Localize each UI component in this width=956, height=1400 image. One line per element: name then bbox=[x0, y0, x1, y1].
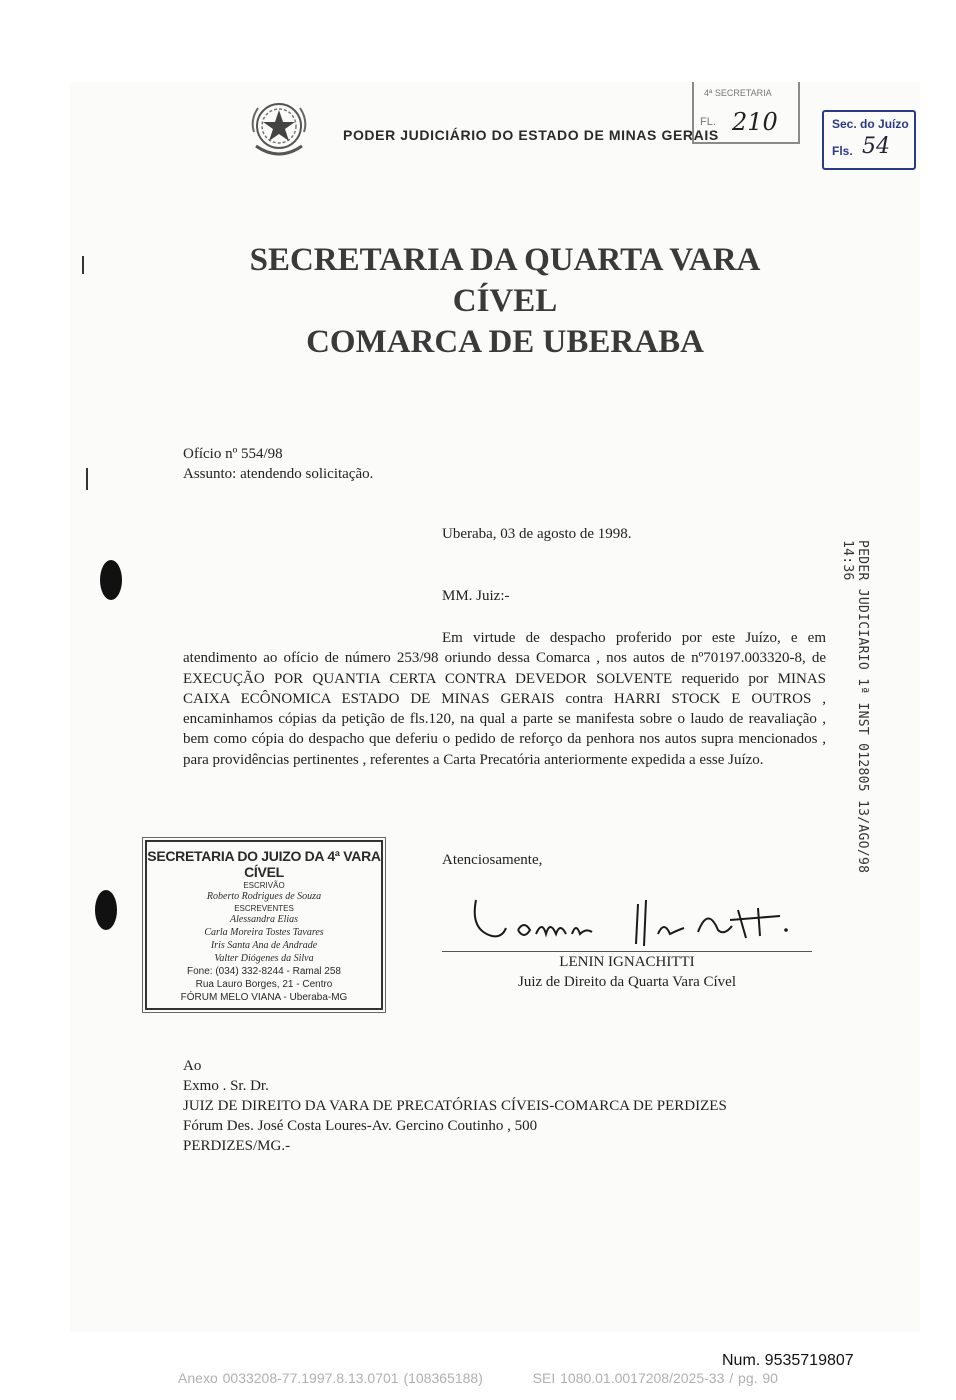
stamp-label: 4ª SECRETARIA bbox=[704, 88, 772, 98]
office-forum: FÓRUM MELO VIANA - Uberaba-MG bbox=[180, 992, 348, 1003]
stamp-label: Sec. do Juízo bbox=[832, 117, 909, 131]
address-line: PERDIZES/MG.- bbox=[183, 1138, 291, 1154]
address-line: Ao bbox=[183, 1058, 202, 1074]
address-line: JUIZ DE DIREITO DA VARA DE PRECATÓRIAS CÍVEIS-COMARCA DE PERDIZES bbox=[183, 1098, 727, 1114]
institution-header: PODER JUDICIÁRIO DO ESTADO DE MINAS GERAIS bbox=[343, 127, 719, 143]
closing: Atenciosamente, bbox=[442, 852, 543, 868]
oficio-subject: Assunto: atendendo solicitação. bbox=[183, 466, 374, 482]
office-street: Rua Lauro Borges, 21 - Centro bbox=[195, 979, 333, 990]
coat-of-arms-icon bbox=[246, 96, 312, 162]
sei-reference: SEI 1080.01.0017208/2025-33 / pg. 90 bbox=[532, 1370, 778, 1386]
handwritten-page-number: 54 bbox=[862, 134, 890, 159]
address-line: Exmo . Sr. Dr. bbox=[183, 1078, 269, 1094]
escrevente-name: Alessandra Elias bbox=[229, 914, 299, 925]
title-line: SECRETARIA DA QUARTA VARA bbox=[249, 242, 761, 278]
salutation: MM. Juiz:- bbox=[442, 588, 510, 604]
margin-mark bbox=[82, 256, 84, 274]
handwritten-page-number: 210 bbox=[732, 108, 778, 136]
escreventes-label: ESCREVENTES bbox=[234, 904, 294, 913]
office-stamp-heading: SECRETARIA DO JUIZO DA 4ª VARA CÍVEL bbox=[147, 848, 381, 880]
handwritten-signature bbox=[462, 890, 802, 950]
annex-reference: Anexo 0033208-77.1997.8.13.0701 (108365188) bbox=[178, 1370, 483, 1386]
footer-reference bbox=[0, 1370, 956, 1386]
escrevente-name: Iris Santa Ana de Andrade bbox=[210, 940, 318, 951]
title-line: CÍVEL bbox=[452, 283, 558, 319]
escrevente-name: Carla Moreira Tostes Tavares bbox=[204, 927, 324, 938]
escrevente-name: Valter Diógenes da Silva bbox=[214, 953, 314, 964]
punch-hole bbox=[100, 560, 122, 600]
address-line: Fórum Des. José Costa Loures-Av. Gercino Coutinho , 500 bbox=[183, 1118, 538, 1134]
protocol-stamp: PEDER JUDICIARIO 1ª INST 012805 13/AGO/98 14:36 bbox=[840, 540, 870, 874]
date-line: Uberaba, 03 de agosto de 1998. bbox=[442, 526, 632, 542]
oficio-number: Ofício nº 554/98 bbox=[183, 446, 283, 462]
stamp-fl-label: FL. bbox=[700, 116, 716, 128]
office-stamp bbox=[145, 840, 383, 1010]
punch-hole bbox=[95, 890, 117, 930]
document-title bbox=[180, 240, 830, 363]
document-number: Num. 9535719807 bbox=[722, 1352, 854, 1369]
signer-role: Juiz de Direito da Quarta Vara Cível bbox=[518, 974, 736, 990]
office-phone: Fone: (034) 332-8244 - Ramal 258 bbox=[187, 966, 341, 977]
juizo-page-stamp bbox=[822, 110, 916, 170]
signature-line bbox=[442, 951, 812, 952]
title-line: COMARCA DE UBERABA bbox=[306, 324, 704, 360]
escrivao-label: ESCRIVÃO bbox=[243, 881, 285, 890]
escrivao-name: Roberto Rodrigues de Souza bbox=[206, 891, 322, 902]
margin-mark bbox=[86, 468, 88, 490]
stamp-fls-label: Fls. bbox=[832, 144, 853, 158]
body-paragraph: Em virtude de despacho proferido por este Juízo, e em atendimento ao ofício de número 253/98 oriundo dessa Comarca , nos autos de nº70197.003320-8, de EXECUÇÃO POR QUANTIA CERTA CONTRA DEVEDOR SOLVENTE requerido por MINAS CAIXA ECÔNOMICA ESTADO DE MINAS GERAIS contra HARRI STOCK E OUTROS , encaminhamos cópias da petição de fls.120, na qual a parte se manifesta sobre o laudo de reavaliação , bem como cópia do despacho que deferiu o pedido de reforço da penhora nos autos supra mencionados , para providências pertinentes , referentes a Carta Precatória anteriormente expedida a esse Juízo. bbox=[183, 630, 826, 768]
recipient-address bbox=[183, 1056, 727, 1156]
signer-name: LENIN IGNACHITTI bbox=[559, 954, 695, 970]
oficio-block bbox=[183, 444, 373, 484]
secretaria-page-stamp bbox=[692, 82, 800, 144]
